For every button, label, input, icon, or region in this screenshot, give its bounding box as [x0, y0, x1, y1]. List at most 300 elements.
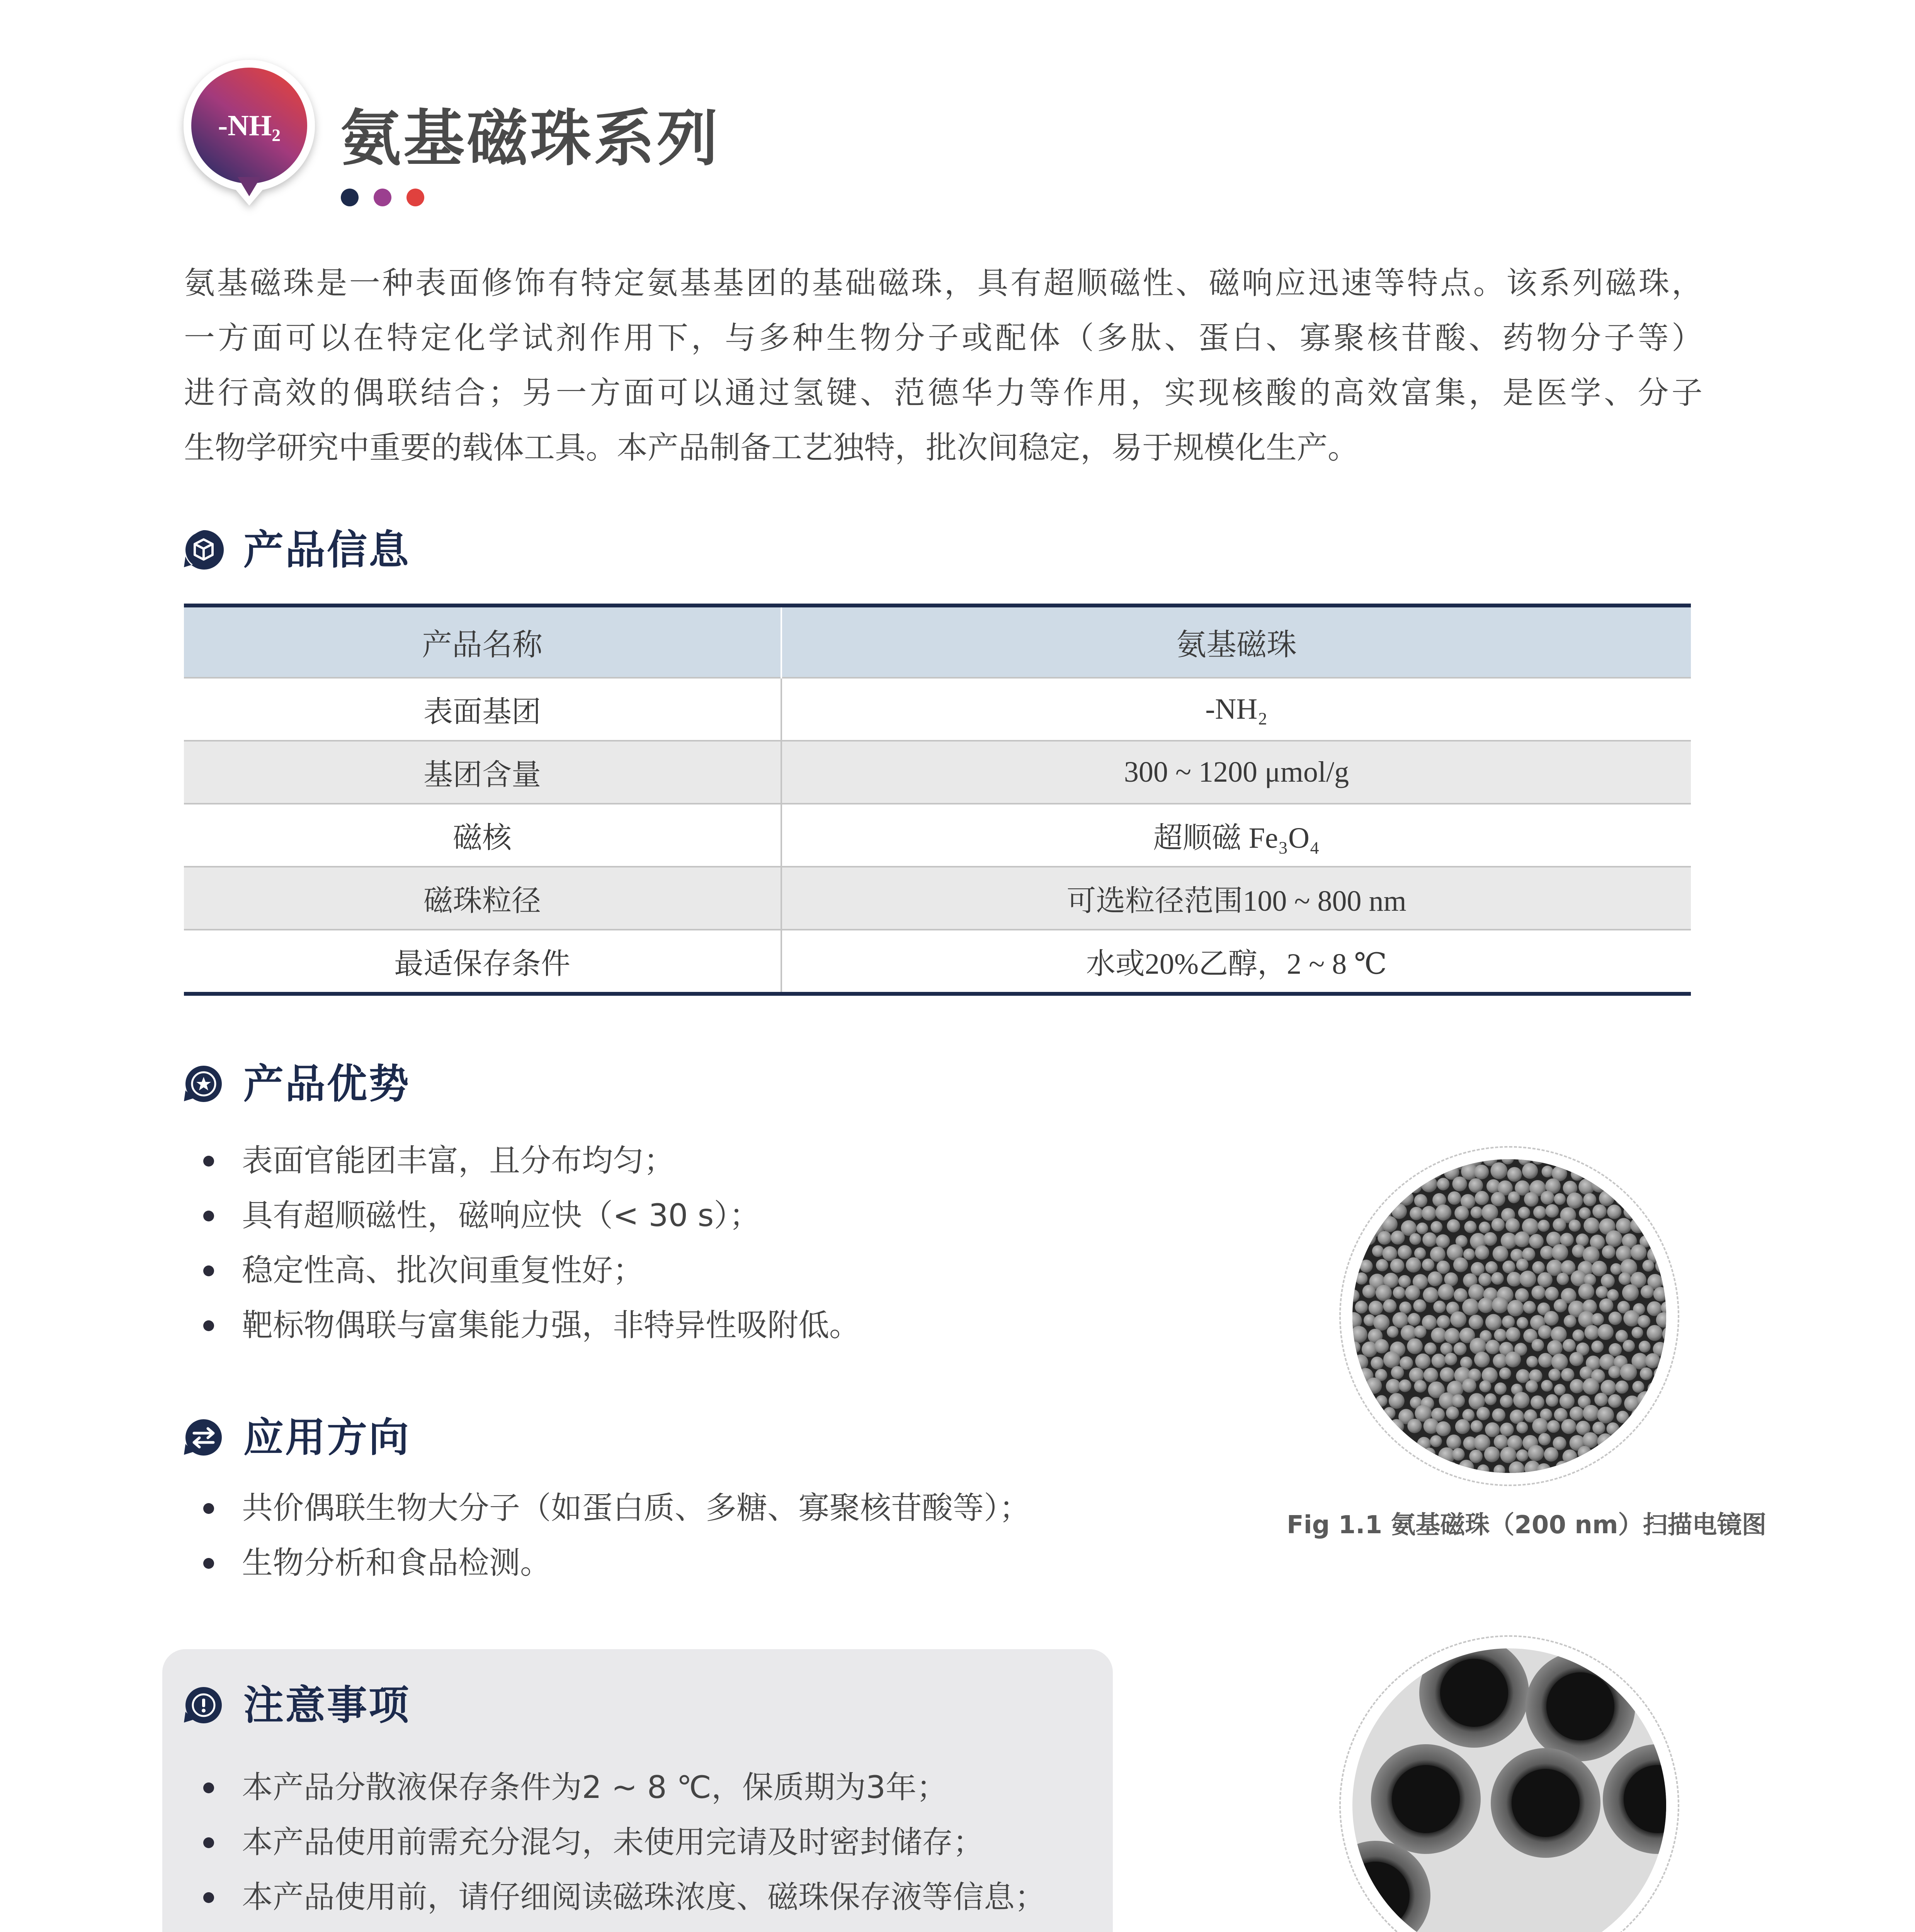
sem-bead — [1598, 1324, 1614, 1340]
sem-bead — [1366, 1459, 1383, 1473]
sem-bead — [1387, 1194, 1399, 1205]
sem-bead — [1601, 1461, 1616, 1473]
sem-bead — [1551, 1327, 1566, 1342]
sem-bead — [1414, 1380, 1427, 1393]
sem-bead — [1569, 1219, 1581, 1231]
sem-bead — [1624, 1159, 1636, 1163]
sem-bead — [1352, 1409, 1365, 1422]
sem-bead — [1655, 1394, 1666, 1408]
sem-bead — [1383, 1407, 1396, 1419]
sem-bead — [1516, 1449, 1528, 1461]
sem-bead — [1592, 1159, 1608, 1167]
sem-bead — [1622, 1284, 1639, 1301]
sem-bead — [1479, 1380, 1491, 1392]
sem-bead — [1548, 1369, 1561, 1381]
sem-bead — [1631, 1244, 1646, 1260]
sem-bead — [1494, 1329, 1507, 1342]
sem-bead — [1583, 1378, 1599, 1395]
sem-bead — [1359, 1208, 1374, 1223]
table-row — [184, 741, 1691, 804]
sem-bead — [1398, 1190, 1413, 1206]
sem-bead — [1436, 1234, 1450, 1248]
table-cell-value: -NH₂ — [781, 678, 1691, 741]
sem-bead — [1616, 1411, 1629, 1423]
sem-bead — [1376, 1395, 1387, 1407]
sem-bead — [1640, 1367, 1653, 1380]
sem-bead — [1665, 1357, 1666, 1369]
sem-bead — [1594, 1393, 1608, 1406]
sem-bead — [1507, 1272, 1522, 1286]
sem-bead — [1632, 1327, 1643, 1338]
list-item: 靶标物偶联与富集能力强，非特异性吸附低。 — [199, 1298, 860, 1353]
product-info-table — [184, 604, 1691, 996]
sem-bead — [1592, 1261, 1607, 1276]
sem-bead — [1624, 1419, 1640, 1436]
sem-bead — [1641, 1285, 1654, 1298]
sem-bead — [1492, 1408, 1505, 1422]
sem-bead — [1383, 1434, 1399, 1450]
sem-bead — [1431, 1328, 1446, 1343]
table-cell-value: 可选粒径范围100 ~ 800 nm — [781, 867, 1691, 930]
sem-bead — [1376, 1450, 1388, 1461]
sem-bead — [1435, 1204, 1452, 1221]
table-header-cell: 氨基磁珠 — [781, 605, 1691, 678]
sem-bead — [1524, 1192, 1539, 1207]
sem-bead — [1660, 1164, 1666, 1180]
sem-bead — [1353, 1354, 1368, 1370]
sem-bead — [1572, 1330, 1584, 1342]
sem-bead — [1469, 1450, 1483, 1463]
page-title: 氨基磁珠系列 — [340, 103, 720, 174]
sem-bead — [1560, 1394, 1575, 1409]
sem-bead — [1618, 1168, 1631, 1180]
list-item: 生物分析和食品检测。 — [199, 1536, 1030, 1590]
sem-bead — [1516, 1422, 1528, 1434]
sem-bead — [1630, 1218, 1646, 1233]
sem-bead — [1422, 1206, 1436, 1221]
sem-bead — [1389, 1393, 1405, 1409]
sem-bead — [1662, 1460, 1666, 1473]
decorative-dot-red — [406, 189, 424, 206]
sem-bead — [1554, 1384, 1566, 1396]
sem-bead — [1592, 1204, 1607, 1219]
sem-bead — [1655, 1420, 1666, 1432]
sem-bead — [1532, 1339, 1544, 1351]
list-item: 本产品分散液保存条件为2 ~ 8 ℃，保质期为3年； — [199, 1760, 1069, 1815]
sem-bead — [1485, 1261, 1498, 1274]
sem-bead — [1437, 1260, 1450, 1274]
sem-bead — [1616, 1191, 1631, 1206]
sem-bead — [1393, 1286, 1405, 1299]
sem-bead — [1609, 1311, 1622, 1325]
sem-bead — [1559, 1472, 1575, 1473]
sem-bead — [1454, 1342, 1467, 1355]
sem-bead — [1616, 1381, 1629, 1394]
sem-bead — [1616, 1218, 1631, 1233]
sem-bead — [1510, 1410, 1524, 1424]
sem-bead — [1355, 1272, 1368, 1285]
sem-bead — [1522, 1163, 1538, 1179]
sem-bead — [1474, 1165, 1489, 1179]
sem-bead — [1362, 1231, 1376, 1245]
sem-bead — [1424, 1342, 1437, 1355]
sem-bead — [1652, 1230, 1666, 1245]
sem-bead — [1542, 1166, 1553, 1177]
sem-bead — [1366, 1378, 1382, 1394]
table-row — [184, 930, 1691, 994]
sem-bead — [1526, 1356, 1538, 1367]
sem-bead — [1374, 1159, 1389, 1168]
sem-bead — [1355, 1192, 1367, 1204]
sem-bead — [1633, 1195, 1647, 1208]
sem-bead — [1471, 1206, 1483, 1218]
sem-bead — [1354, 1166, 1367, 1179]
table-cell-label: 基团含量 — [184, 741, 781, 804]
sem-bead — [1551, 1354, 1568, 1370]
sem-bead — [1359, 1179, 1373, 1193]
sem-bead — [1492, 1297, 1508, 1313]
sem-bead — [1410, 1233, 1421, 1245]
sem-bead — [1617, 1433, 1631, 1446]
sem-bead — [1553, 1437, 1566, 1450]
sem-bead — [1582, 1432, 1598, 1448]
sem-bead — [1433, 1301, 1446, 1313]
sem-bead — [1591, 1340, 1604, 1353]
sem-bead — [1408, 1313, 1420, 1326]
figure-caption-sem: Fig 1.1 氨基磁珠（200 nm）扫描电镜图 — [1287, 1511, 1767, 1539]
sem-bead — [1642, 1260, 1654, 1272]
sem-bead — [1391, 1204, 1407, 1219]
sem-bead — [1502, 1260, 1515, 1273]
sem-bead — [1376, 1285, 1392, 1301]
sem-bead — [1625, 1180, 1639, 1195]
sem-bead — [1352, 1159, 1359, 1166]
sem-bead — [1406, 1257, 1421, 1273]
sem-bead — [1538, 1325, 1552, 1339]
sem-bead — [1352, 1462, 1367, 1473]
sem-bead — [1428, 1271, 1443, 1286]
sem-bead — [1471, 1420, 1483, 1432]
section-title: 注意事项 — [243, 1682, 411, 1729]
sem-bead — [1352, 1177, 1360, 1191]
sem-bead — [1647, 1325, 1663, 1341]
sem-bead — [1352, 1431, 1366, 1448]
sem-bead — [1390, 1159, 1406, 1166]
list-item: 本产品使用前，请仔细阅读磁珠浓度、磁珠保存液等信息； — [199, 1870, 1069, 1925]
sem-bead — [1537, 1272, 1553, 1287]
sem-bead — [1429, 1165, 1442, 1179]
sem-bead — [1602, 1245, 1616, 1259]
sem-bead — [1592, 1313, 1604, 1325]
list-item: 稳定性高、批次间重复性好； — [199, 1243, 860, 1298]
sem-bead — [1628, 1460, 1644, 1473]
sem-bead — [1479, 1221, 1490, 1233]
sem-bead — [1383, 1463, 1397, 1473]
sem-bead — [1648, 1382, 1662, 1396]
sem-bead — [1529, 1234, 1544, 1248]
sem-bead — [1415, 1354, 1431, 1369]
sem-image-frame — [1339, 1146, 1679, 1486]
sem-bead — [1460, 1357, 1473, 1369]
sem-bead — [1506, 1327, 1520, 1342]
sem-bead — [1390, 1259, 1405, 1273]
sem-bead — [1547, 1340, 1563, 1355]
sem-bead — [1446, 1435, 1461, 1449]
sem-bead — [1469, 1315, 1483, 1329]
sem-bead — [1637, 1391, 1654, 1408]
sem-bead — [1387, 1326, 1398, 1338]
sem-bead — [1414, 1325, 1426, 1338]
sem-bead — [1519, 1270, 1536, 1287]
sem-bead — [1591, 1176, 1608, 1193]
alert-icon — [182, 1684, 225, 1726]
sem-bead — [1378, 1231, 1391, 1245]
sem-bead — [1583, 1247, 1600, 1264]
sem-bead — [1485, 1314, 1502, 1330]
sem-bead — [1522, 1248, 1535, 1261]
sem-bead — [1400, 1437, 1413, 1449]
sem-bead — [1405, 1285, 1420, 1300]
sem-bead — [1352, 1235, 1360, 1247]
sem-bead — [1638, 1315, 1650, 1328]
sem-bead — [1601, 1274, 1615, 1288]
list-item: 共价偶联生物大分子（如蛋白质、多糖、寡聚核苷酸等）； — [199, 1481, 1030, 1536]
list-item: 表面官能团丰富，且分布均匀； — [199, 1133, 860, 1188]
table-row — [184, 804, 1691, 867]
sem-bead — [1490, 1162, 1507, 1179]
sem-bead — [1656, 1159, 1666, 1165]
sem-bead — [1499, 1367, 1511, 1379]
sem-bead — [1516, 1259, 1529, 1271]
sem-bead — [1432, 1354, 1446, 1368]
sem-bead — [1476, 1407, 1490, 1420]
sem-bead — [1382, 1166, 1398, 1182]
sem-bead — [1622, 1447, 1637, 1462]
sem-bead — [1611, 1263, 1622, 1275]
sem-bead — [1430, 1247, 1446, 1262]
sem-bead — [1352, 1379, 1366, 1395]
sem-bead — [1485, 1393, 1497, 1405]
sem-bead — [1454, 1288, 1468, 1302]
sem-bead — [1548, 1159, 1561, 1165]
sem-bead — [1494, 1383, 1507, 1395]
sem-bead — [1448, 1191, 1461, 1205]
sem-bead — [1423, 1368, 1438, 1383]
sem-bead — [1608, 1366, 1621, 1379]
sem-bead — [1376, 1259, 1388, 1271]
sem-bead — [1429, 1460, 1443, 1473]
sem-bead — [1484, 1447, 1500, 1463]
sem-bead — [1352, 1445, 1361, 1461]
sem-bead — [1391, 1231, 1405, 1245]
sem-bead — [1374, 1180, 1388, 1194]
sem-bead — [1440, 1367, 1454, 1382]
sem-bead — [1640, 1446, 1656, 1462]
badge-text: -NH₂ — [218, 109, 281, 142]
sem-bead — [1453, 1257, 1468, 1272]
sem-bead — [1478, 1273, 1492, 1286]
sem-bead — [1369, 1301, 1383, 1315]
sem-bead — [1372, 1245, 1384, 1257]
sem-bead — [1416, 1166, 1430, 1181]
section-title: 产品信息 — [243, 526, 411, 573]
sem-bead — [1526, 1380, 1538, 1393]
sem-bead — [1647, 1436, 1660, 1449]
sem-bead — [1377, 1423, 1392, 1438]
sem-bead — [1531, 1286, 1545, 1299]
table-row — [184, 867, 1691, 930]
sem-bead — [1422, 1232, 1437, 1247]
sem-bead — [1393, 1450, 1405, 1462]
sem-bead — [1474, 1352, 1490, 1367]
sem-bead — [1493, 1354, 1507, 1368]
sem-bead — [1623, 1340, 1635, 1352]
sem-bead — [1505, 1218, 1520, 1233]
sem-bead — [1371, 1357, 1383, 1369]
table-cell-label: 表面基团 — [184, 678, 781, 741]
sem-bead — [1369, 1436, 1382, 1450]
sem-bead — [1398, 1245, 1412, 1259]
sem-bead — [1649, 1194, 1663, 1208]
sem-bead — [1607, 1422, 1619, 1435]
sem-bead — [1374, 1339, 1389, 1354]
decorative-dot-purple — [374, 189, 391, 206]
sem-bead — [1450, 1311, 1466, 1328]
sem-bead — [1362, 1394, 1376, 1408]
sem-bead — [1619, 1272, 1631, 1285]
sem-bead — [1646, 1407, 1660, 1421]
intro-line: 生物学研究中重要的载体工具。本产品制备工艺独特，批次间稳定，易于规模化生产。 — [184, 430, 1359, 466]
sem-bead — [1422, 1159, 1435, 1166]
intro-paragraph — [184, 256, 1702, 475]
sem-bead — [1663, 1222, 1666, 1234]
sem-bead — [1545, 1287, 1559, 1301]
sem-bead — [1597, 1434, 1614, 1450]
sem-bead — [1583, 1193, 1596, 1206]
sem-bead — [1401, 1167, 1417, 1183]
sem-bead — [1454, 1206, 1469, 1220]
sem-bead — [1483, 1232, 1497, 1246]
sem-bead — [1407, 1338, 1423, 1354]
sem-bead — [1362, 1446, 1378, 1462]
sem-bead — [1468, 1284, 1485, 1300]
sem-bead — [1462, 1299, 1479, 1316]
table-row — [184, 678, 1691, 741]
table-header-row — [184, 605, 1691, 678]
sem-bead — [1578, 1284, 1594, 1300]
sem-bead — [1352, 1396, 1359, 1410]
sem-bead — [1607, 1204, 1621, 1219]
applications-list — [199, 1481, 1030, 1590]
sem-bead — [1493, 1246, 1509, 1262]
sem-bead — [1579, 1207, 1591, 1219]
sem-bead — [1469, 1178, 1483, 1193]
sem-bead — [1400, 1459, 1416, 1473]
sem-bead — [1481, 1204, 1498, 1221]
sem-bead — [1414, 1247, 1426, 1259]
table-cell-value: 水或20%乙醇，2 ~ 8 ℃ — [781, 930, 1691, 994]
sem-bead — [1358, 1418, 1375, 1435]
sem-bead — [1599, 1298, 1614, 1313]
sem-bead — [1544, 1311, 1559, 1326]
sem-bead — [1436, 1421, 1451, 1436]
sem-bead — [1438, 1284, 1454, 1300]
sem-bead — [1533, 1206, 1546, 1219]
exchange-arrows-icon — [182, 1416, 225, 1459]
sem-bead — [1491, 1192, 1505, 1206]
sem-bead — [1561, 1419, 1576, 1434]
sem-bead — [1355, 1301, 1368, 1313]
sem-bead — [1518, 1207, 1530, 1219]
sem-bead — [1437, 1315, 1450, 1328]
sem-bead — [1600, 1380, 1616, 1395]
sem-bead — [1608, 1394, 1622, 1408]
sem-bead — [1462, 1379, 1476, 1393]
cube-icon — [182, 529, 225, 571]
sem-bead — [1370, 1193, 1381, 1204]
sem-bead — [1609, 1451, 1621, 1463]
sem-bead — [1638, 1159, 1653, 1168]
sem-bead — [1645, 1459, 1662, 1473]
sem-bead — [1664, 1248, 1666, 1260]
sem-bead — [1570, 1406, 1584, 1421]
sem-bead — [1500, 1447, 1516, 1463]
section-title: 产品优势 — [243, 1060, 411, 1107]
table-cell-label: 磁核 — [184, 804, 781, 867]
sem-bead — [1532, 1418, 1548, 1434]
sem-bead — [1599, 1190, 1614, 1206]
sem-bead — [1516, 1369, 1530, 1383]
sem-bead — [1588, 1165, 1600, 1177]
sem-bead — [1407, 1419, 1422, 1433]
notice-list — [199, 1760, 1069, 1932]
sem-bead — [1538, 1433, 1551, 1446]
sem-bead — [1641, 1207, 1653, 1219]
sem-bead — [1620, 1364, 1637, 1381]
sem-bead — [1391, 1177, 1408, 1194]
sem-bead — [1352, 1365, 1361, 1381]
sem-bead — [1538, 1353, 1553, 1367]
sem-bead — [1391, 1366, 1404, 1379]
sem-bead — [1352, 1206, 1358, 1219]
sem-bead — [1598, 1163, 1613, 1178]
sem-bead — [1430, 1221, 1442, 1233]
sem-bead — [1475, 1245, 1489, 1260]
sem-bead — [1478, 1298, 1493, 1313]
sem-bead — [1545, 1204, 1559, 1218]
sem-bead — [1452, 1177, 1467, 1191]
sem-bead — [1564, 1315, 1577, 1328]
sem-bead — [1352, 1219, 1365, 1233]
list-item: 具有超顺磁性，磁响应快（< 30 s）； — [199, 1188, 860, 1243]
sem-bead — [1517, 1317, 1528, 1328]
sem-bead — [1414, 1194, 1427, 1207]
sem-bead — [1561, 1368, 1574, 1381]
sem-bead — [1500, 1395, 1513, 1408]
section-title: 应用方向 — [243, 1414, 411, 1461]
sem-bead — [1662, 1406, 1666, 1421]
sem-bead — [1646, 1220, 1660, 1234]
sem-bead — [1444, 1328, 1460, 1344]
advantages-list — [199, 1133, 860, 1353]
decorative-dot-navy — [341, 189, 359, 206]
sem-bead — [1507, 1167, 1522, 1182]
sem-bead — [1580, 1159, 1592, 1165]
sem-bead — [1417, 1223, 1428, 1234]
intro-line: 一方面可以在特定化学试剂作用下，与多种生物分子或配体（多肽、蛋白、寡聚核苷酸、药物分子等） — [184, 320, 1702, 356]
sem-bead — [1491, 1272, 1504, 1285]
sem-bead — [1383, 1351, 1400, 1368]
